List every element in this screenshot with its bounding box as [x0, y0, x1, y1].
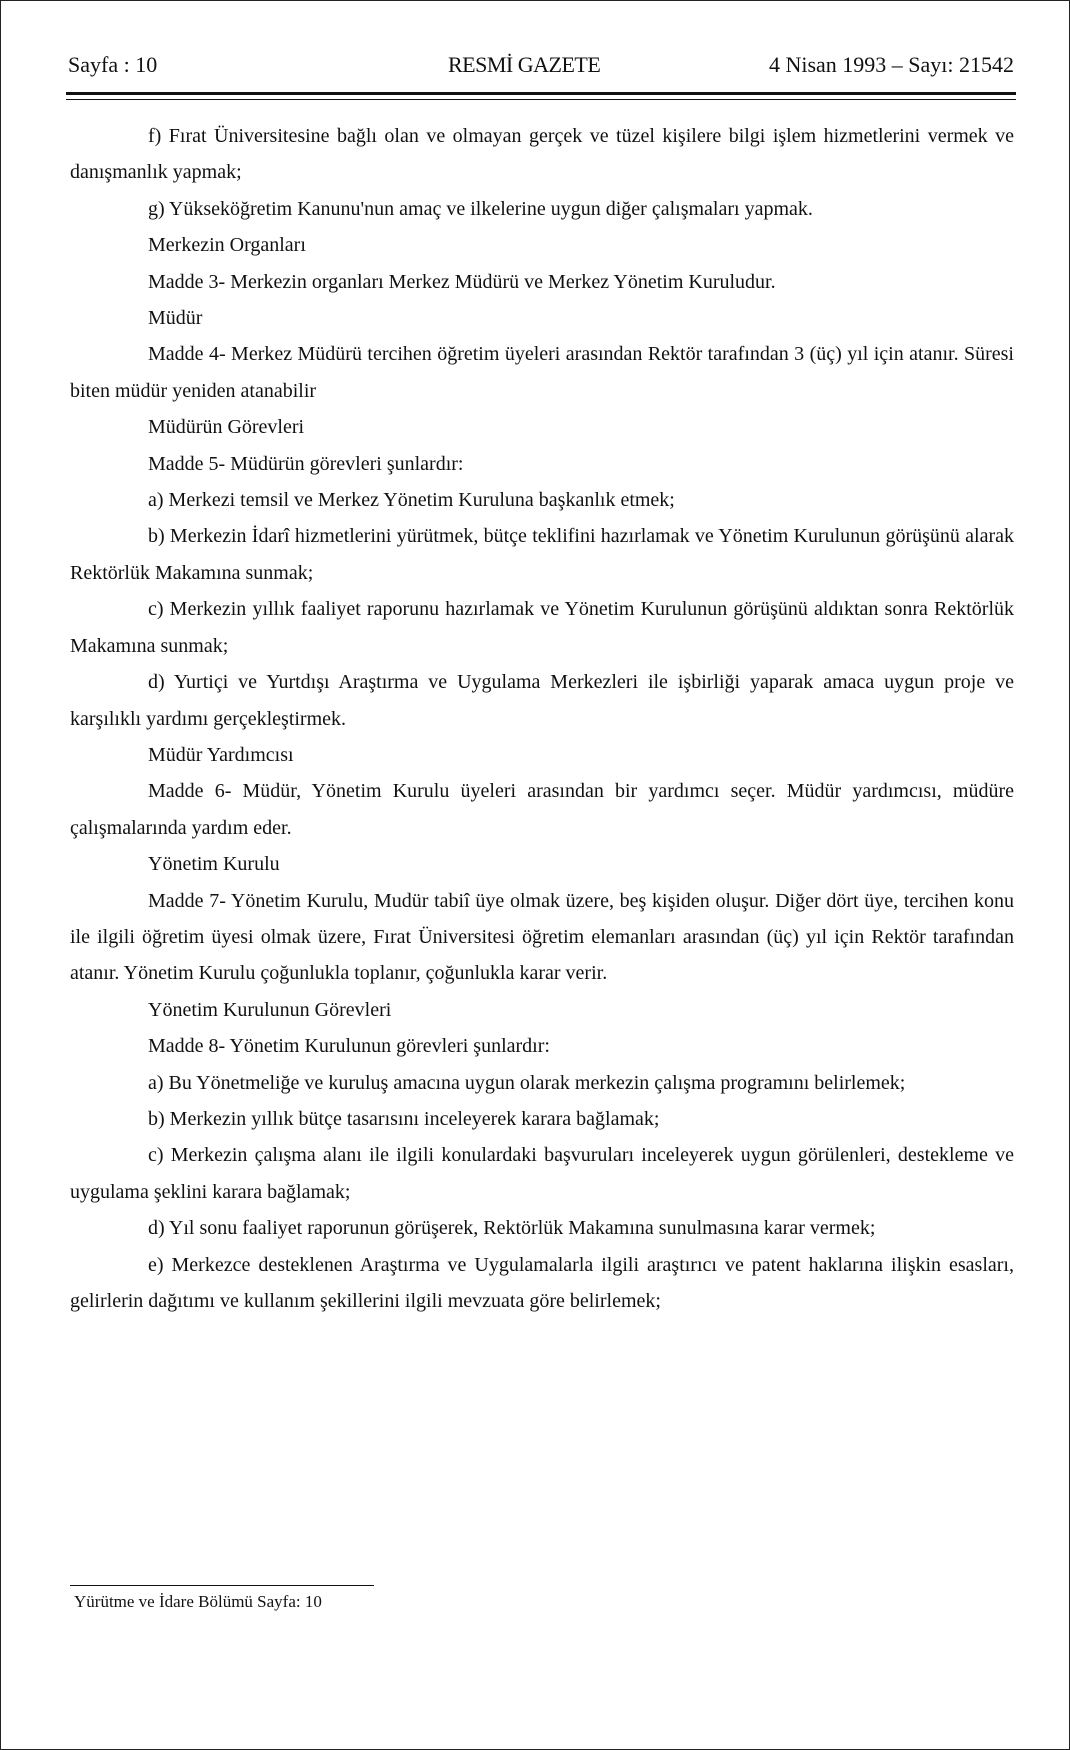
paragraph: Madde 3- Merkezin organları Merkez Müdürü ve Merkez Yönetim Kuruludur. — [148, 270, 776, 293]
paragraph: Madde 5- Müdürün görevleri şunlardır: — [148, 452, 464, 475]
body-text — [70, 118, 1014, 1319]
section-heading: Yönetim Kurulu — [148, 853, 280, 876]
paragraph: g) Yükseköğretim Kanunu'nun amaç ve ilkelerine uygun diğer çalışmaları yapmak. — [148, 197, 813, 220]
paragraph: d) Yurtiçi ve Yurtdışı Araştırma ve Uygulama Merkezleri ile işbirliği yaparak amaca uygun proje ve karşılıklı yardımı gerçekleştirmek. — [70, 671, 1014, 730]
section-heading: Merkezin Organları — [148, 234, 306, 257]
paragraph: f) Fırat Üniversitesine bağlı olan ve olmayan gerçek ve tüzel kişilere bilgi işlem hizmetlerini vermek ve danışmanlık yapmak; — [70, 125, 1014, 184]
section-heading: Müdürün Görevleri — [148, 416, 305, 439]
paragraph: Madde 4- Merkez Müdürü tercihen öğretim üyeleri arasından Rektör tarafından 3 (üç) yıl için atanır. Süresi biten müdür yeniden atanabilir — [70, 343, 1014, 402]
paragraph: c) Merkezin yıllık faaliyet raporunu hazırlamak ve Yönetim Kurulunun görüşünü aldıktan sonra Rektörlük Makamına sunmak; — [70, 598, 1014, 657]
footnote-rule — [70, 1585, 374, 1586]
page-header — [68, 48, 1014, 82]
paragraph: a) Bu Yönetmeliğe ve kuruluş amacına uygun olarak merkezin çalışma programını belirlemek; — [148, 1071, 906, 1094]
issue-info: 4 Nisan 1993 – Sayı: 21542 — [768, 52, 1014, 77]
section-heading: Müdür — [148, 307, 203, 330]
paragraph: b) Merkezin yıllık bütçe tasarısını inceleyerek karara bağlamak; — [148, 1107, 660, 1130]
header-rule-thick — [66, 92, 1016, 95]
paragraph: b) Merkezin İdarî hizmetlerini yürütmek, bütçe teklifini hazırlamak ve Yönetim Kurulunun görüşünü alarak Rektörlük Makamına sunmak; — [70, 525, 1014, 584]
paragraph: c) Merkezin çalışma alanı ile ilgili konulardaki başvuruları inceleyerek uygun görülenleri, destekleme ve uygulama şeklini karara bağlamak; — [70, 1144, 1014, 1203]
section-heading: Yönetim Kurulunun Görevleri — [148, 998, 392, 1021]
paragraph: d) Yıl sonu faaliyet raporunun görüşerek, Rektörlük Makamına sunulmasına karar vermek; — [148, 1217, 876, 1240]
footnote: Yürütme ve İdare Bölümü Sayfa: 10 — [74, 1592, 322, 1611]
gazette-title: RESMİ GAZETE — [448, 52, 601, 77]
paragraph: e) Merkezce desteklenen Araştırma ve Uygulamalarla ilgili araştırıcı ve patent haklarına ilişkin esasları, gelirlerin dağıtımı ve kullanım şekillerini ilgili mevzuata göre belirlemek; — [70, 1253, 1014, 1312]
paragraph: Madde 6- Müdür, Yönetim Kurulu üyeleri arasından bir yardımcı seçer. Müdür yardımcısı, müdüre çalışmalarında yardım eder. — [70, 780, 1014, 839]
paragraph: Madde 7- Yönetim Kurulu, Mudür tabiî üye olmak üzere, beş kişiden oluşur. Diğer dört üye, tercihen konu ile ilgili öğretim üyesi olmak üzere, Fırat Üniversitesi öğretim elemanları arasından (üç) yıl için Rektör tarafından atanır. Yönetim Kurulu çoğunlukla toplanır, çoğunlukla karar verir. — [70, 889, 1014, 985]
header-rule-thin — [66, 99, 1016, 100]
section-heading: Müdür Yardımcısı — [148, 743, 294, 766]
page-number: Sayfa : 10 — [68, 52, 158, 77]
paragraph: a) Merkezi temsil ve Merkez Yönetim Kuruluna başkanlık etmek; — [148, 489, 675, 512]
paragraph: Madde 8- Yönetim Kurulunun görevleri şunlardır: — [148, 1035, 550, 1058]
